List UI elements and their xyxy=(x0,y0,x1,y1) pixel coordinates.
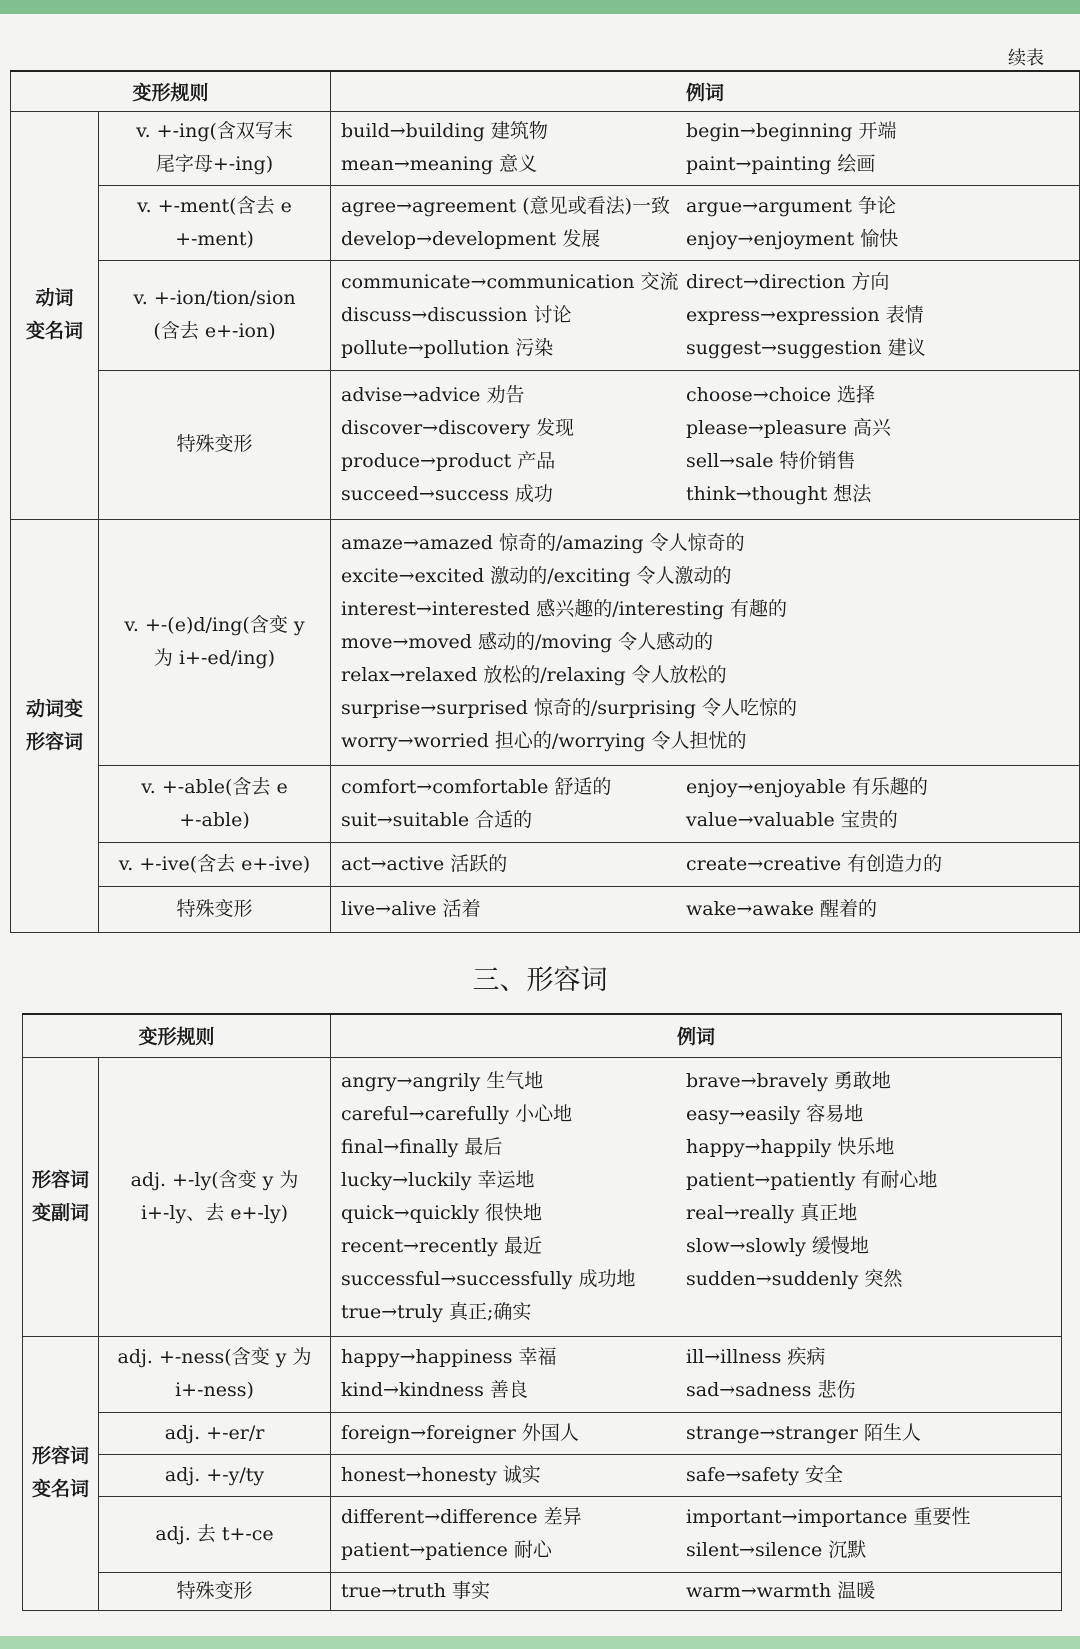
example-item: important→importance 重要性 xyxy=(686,1506,971,1528)
examples-cell xyxy=(331,1057,1062,1336)
rule-cell: 特殊变形 xyxy=(99,886,331,932)
example-item: strange→stranger 陌生人 xyxy=(686,1421,921,1444)
rule-cell: adj. +-y/ty xyxy=(99,1454,331,1496)
example-item: kind→kindness 善良 xyxy=(341,1379,528,1401)
example-item: sad→sadness 悲伤 xyxy=(686,1379,856,1401)
table-row xyxy=(23,1412,1062,1454)
example-item: lucky→luckily 幸运地 xyxy=(341,1168,535,1191)
example-item: interest→interested 感兴趣的/interesting 有趣的 xyxy=(341,597,788,620)
example-item: think→thought 想法 xyxy=(686,482,872,505)
table-row xyxy=(23,1336,1062,1412)
example-item: discuss→discussion 讨论 xyxy=(341,303,572,326)
example-item: angry→angrily 生气地 xyxy=(341,1069,544,1092)
rule-cell: v. +-ive(含去 e+-ive) xyxy=(99,842,331,886)
example-item: move→moved 感动的/moving 令人感动的 xyxy=(341,630,714,653)
table-row xyxy=(11,765,1080,842)
table-row xyxy=(11,111,1080,185)
example-item: honest→honesty 诚实 xyxy=(341,1463,541,1486)
example-item: sell→sale 特价销售 xyxy=(686,449,856,472)
examples-cell xyxy=(331,260,1080,370)
example-item: patient→patience 耐心 xyxy=(341,1539,552,1561)
bottom-green-strip xyxy=(0,1636,1080,1649)
example-item: communicate→communication 交流 xyxy=(341,270,679,293)
example-item: pollute→pollution 污染 xyxy=(341,336,554,359)
table-row xyxy=(23,1454,1062,1496)
example-item: happy→happily 快乐地 xyxy=(686,1135,895,1158)
header-examples: 例词 xyxy=(331,1014,1062,1057)
adjective-conversion-table xyxy=(22,1013,1062,1611)
category-adj-to-adv: 形容词 变副词 xyxy=(23,1057,99,1336)
example-item: quick→quickly 很快地 xyxy=(341,1201,543,1224)
example-item: amaze→amazed 惊奇的/amazing 令人惊奇的 xyxy=(341,531,745,554)
rule-cell: adj. +-er/r xyxy=(99,1412,331,1454)
rule-cell: adj. 去 t+-ce xyxy=(99,1496,331,1572)
table-row xyxy=(11,886,1080,932)
example-item: patient→patiently 有耐心地 xyxy=(686,1168,938,1191)
example-item: recent→recently 最近 xyxy=(341,1234,542,1257)
examples-cell xyxy=(331,886,1080,932)
example-item: please→pleasure 高兴 xyxy=(686,416,891,439)
example-item: silent→silence 沉默 xyxy=(686,1539,867,1561)
examples-cell xyxy=(331,1454,1062,1496)
table-row xyxy=(23,1057,1062,1336)
example-item: brave→bravely 勇敢地 xyxy=(686,1069,891,1092)
rule-cell: v. +-able(含去 e +-able) xyxy=(99,765,331,842)
examples-cell xyxy=(331,111,1080,185)
top-green-strip xyxy=(0,0,1080,14)
example-item: act→active 活跃的 xyxy=(341,852,508,875)
examples-cell xyxy=(331,185,1080,260)
example-item: relax→relaxed 放松的/relaxing 令人放松的 xyxy=(341,663,727,686)
example-item: surprise→surprised 惊奇的/surprising 令人吃惊的 xyxy=(341,696,797,719)
example-item: slow→slowly 缓慢地 xyxy=(686,1234,869,1257)
examples-cell xyxy=(331,1412,1062,1454)
example-item: direct→direction 方向 xyxy=(686,270,890,293)
rule-cell: adj. +-ly(含变 y 为 i+-ly、去 e+-ly) xyxy=(99,1057,331,1336)
rule-cell: 特殊变形 xyxy=(99,1572,331,1610)
rule-cell: adj. +-ness(含变 y 为 i+-ness) xyxy=(99,1336,331,1412)
category-verb-to-adj: 动词变 形容词 xyxy=(11,519,99,932)
table-row xyxy=(11,519,1080,765)
rule-cell: v. +-ing(含双写末 尾字母+-ing) xyxy=(99,111,331,185)
example-item: comfort→comfortable 舒适的 xyxy=(341,775,612,798)
examples-cell xyxy=(331,765,1080,842)
example-item: successful→successfully 成功地 xyxy=(341,1267,636,1290)
table-row xyxy=(23,1496,1062,1572)
rule-cell: 特殊变形 xyxy=(99,370,331,519)
example-item: suit→suitable 合适的 xyxy=(341,808,533,831)
header-rule: 变形规则 xyxy=(23,1014,331,1057)
header-examples: 例词 xyxy=(331,71,1080,111)
category-verb-to-noun: 动词 变名词 xyxy=(11,111,99,519)
example-item: enjoy→enjoyment 愉快 xyxy=(686,227,899,250)
example-item: warm→warmth 温暖 xyxy=(686,1579,876,1602)
example-item: true→truth 事实 xyxy=(341,1579,491,1602)
section-title: 三、形容词 xyxy=(472,965,608,996)
example-item: excite→excited 激动的/exciting 令人激动的 xyxy=(341,564,732,587)
example-item: wake→awake 醒着的 xyxy=(686,897,877,920)
example-item: easy→easily 容易地 xyxy=(686,1102,864,1125)
example-item: different→difference 差异 xyxy=(341,1506,582,1528)
examples-cell xyxy=(331,1496,1062,1572)
rule-cell: v. +-(e)d/ing(含变 y 为 i+-ed/ing) xyxy=(99,519,331,765)
example-item: careful→carefully 小心地 xyxy=(341,1102,573,1125)
table-row xyxy=(11,260,1080,370)
example-item: argue→argument 争论 xyxy=(686,194,896,217)
example-item: foreign→foreigner 外国人 xyxy=(341,1421,579,1444)
verb-conversion-table xyxy=(10,70,1080,933)
example-item: begin→beginning 开端 xyxy=(686,120,897,142)
table-row xyxy=(11,370,1080,519)
example-item: choose→choice 选择 xyxy=(686,383,876,406)
examples-cell xyxy=(331,370,1080,519)
example-item: enjoy→enjoyable 有乐趣的 xyxy=(686,775,928,798)
rule-cell: v. +-ion/tion/sion (含去 e+-ion) xyxy=(99,260,331,370)
category-adj-to-noun: 形容词 变名词 xyxy=(23,1336,99,1610)
example-item: safe→safety 安全 xyxy=(686,1463,844,1486)
header-rule: 变形规则 xyxy=(11,71,331,111)
example-item: mean→meaning 意义 xyxy=(341,153,538,175)
example-item: worry→worried 担心的/worrying 令人担忧的 xyxy=(341,729,747,752)
example-item: discover→discovery 发现 xyxy=(341,416,574,439)
table-row xyxy=(23,1572,1062,1610)
rule-cell: v. +-ment(含去 e +-ment) xyxy=(99,185,331,260)
examples-cell xyxy=(331,1572,1062,1610)
table-row xyxy=(11,842,1080,886)
example-item: create→creative 有创造力的 xyxy=(686,852,943,875)
examples-cell xyxy=(331,519,1080,765)
examples-cell xyxy=(331,842,1080,886)
example-item: paint→painting 绘画 xyxy=(686,153,876,175)
example-item: suggest→suggestion 建议 xyxy=(686,336,926,359)
examples-cell xyxy=(331,1336,1062,1412)
example-item: real→really 真正地 xyxy=(686,1201,858,1224)
example-item: happy→happiness 幸福 xyxy=(341,1346,557,1368)
example-item: express→expression 表情 xyxy=(686,303,924,326)
example-item: produce→product 产品 xyxy=(341,449,556,472)
example-item: live→alive 活着 xyxy=(341,897,481,920)
example-item: agree→agreement (意见或看法)一致 xyxy=(341,194,671,217)
example-item: succeed→success 成功 xyxy=(341,482,553,505)
example-item: build→building 建筑物 xyxy=(341,120,548,142)
example-item: advise→advice 劝告 xyxy=(341,383,525,406)
example-item: value→valuable 宝贵的 xyxy=(686,808,898,831)
example-item: develop→development 发展 xyxy=(341,227,601,250)
example-item: ill→illness 疾病 xyxy=(686,1346,826,1368)
continued-label: 续表 xyxy=(1008,48,1044,69)
table-row xyxy=(11,185,1080,260)
example-item: true→truly 真正;确实 xyxy=(341,1300,532,1323)
example-item: sudden→suddenly 突然 xyxy=(686,1267,903,1290)
example-item: final→finally 最后 xyxy=(341,1135,503,1158)
